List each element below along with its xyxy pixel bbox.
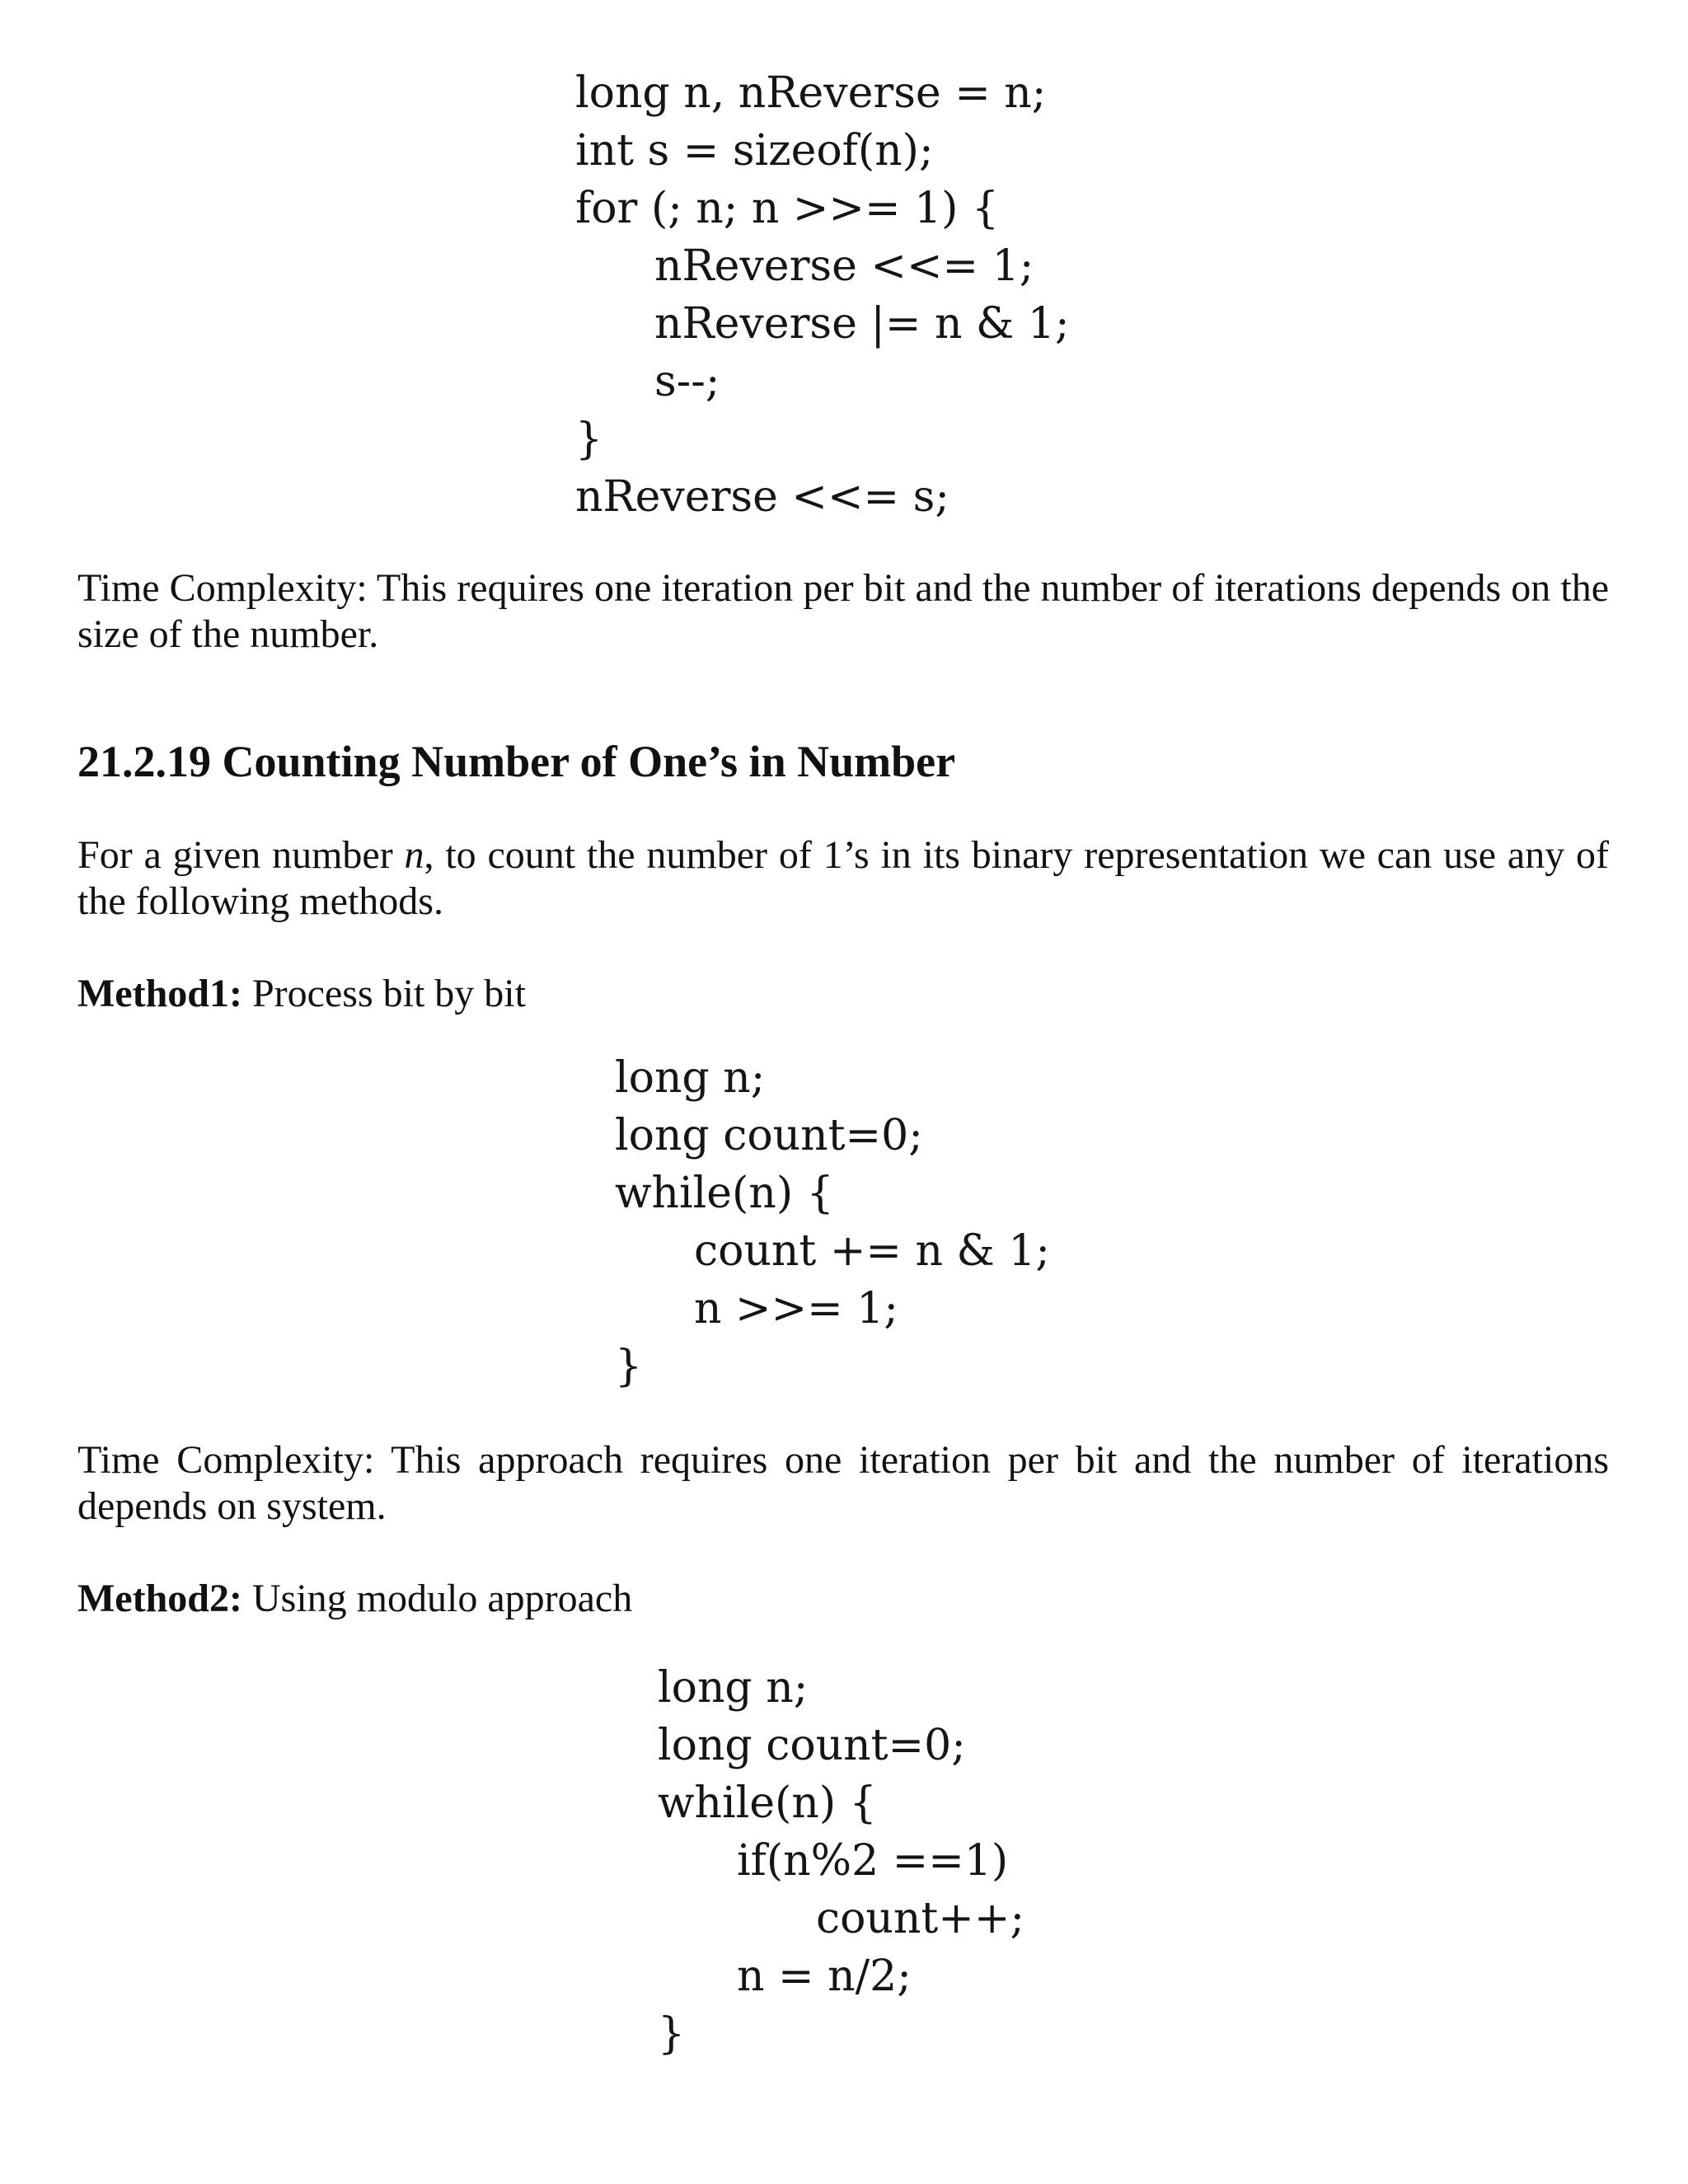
code-line: while(n) {	[658, 1779, 877, 1828]
code-line: }	[658, 2009, 686, 2059]
method1-text: Process bit by bit	[241, 972, 526, 1015]
code-line: count++;	[816, 1894, 1025, 1943]
method2-caption	[77, 1576, 632, 1622]
code-line: s--;	[654, 357, 720, 406]
code-line: long count=0;	[658, 1721, 966, 1770]
intro-variable: n	[404, 833, 424, 877]
code-line: long n;	[615, 1053, 766, 1103]
code-line: n >>= 1;	[694, 1284, 898, 1333]
code-line: if(n%2 ==1)	[737, 1836, 1009, 1886]
code-line: long n, nReverse = n;	[575, 68, 1047, 118]
code-line: count += n & 1;	[694, 1226, 1050, 1276]
code-line: int s = sizeof(n);	[575, 126, 934, 176]
code-line: }	[615, 1342, 643, 1391]
code-line: long n;	[658, 1663, 809, 1713]
code-line: while(n) {	[615, 1169, 834, 1218]
method1-label: Method1:	[77, 972, 242, 1015]
code-line: }	[575, 415, 603, 464]
code-line: long count=0;	[615, 1111, 923, 1160]
section-heading: 21.2.19 Counting Number of One’s in Number	[77, 737, 956, 786]
code-line: nReverse <<= 1;	[654, 241, 1034, 291]
method2-label: Method2:	[77, 1577, 242, 1620]
code-block-reverse-bits	[575, 64, 1069, 526]
method1-caption	[77, 971, 526, 1017]
code-line: for (; n; n >>= 1) {	[575, 184, 1000, 233]
intro-paragraph	[77, 832, 1609, 925]
time-complexity-paragraph: Time Complexity: This approach requires one iteration per bit and the number of iterations depends on system.	[77, 1438, 1609, 1528]
code-line: n = n/2;	[737, 1952, 912, 2001]
code-block-bit-by-bit	[615, 1049, 1050, 1395]
intro-text-end: , to count the number of 1’s in its binary representation we can use any of the following methods.	[77, 833, 1610, 923]
time-complexity-paragraph: Time Complexity: This requires one iteration per bit and the number of iterations depends on the size of the number.	[77, 566, 1609, 656]
code-line: nReverse |= n & 1;	[654, 299, 1070, 349]
code-block-modulo	[658, 1659, 1025, 2063]
intro-text-start: For a given number	[77, 833, 405, 877]
code-line: nReverse <<= s;	[575, 472, 950, 522]
method2-text: Using modulo approach	[241, 1577, 633, 1620]
